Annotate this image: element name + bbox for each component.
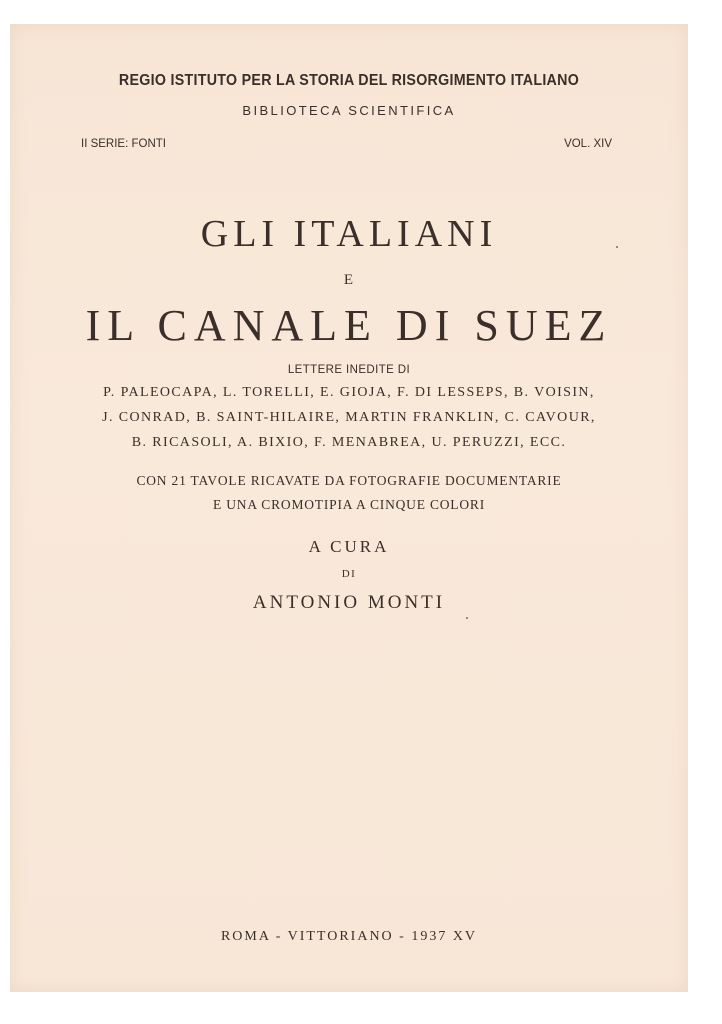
volume-label: VOL. XIV [564, 138, 612, 150]
plates-note: CON 21 TAVOLE RICAVATE DA FOTOGRAFIE DOCUMENTARIE [136, 473, 562, 488]
letters-intro: LETTERE INEDITE DI [287, 364, 411, 376]
series-label: II SERIE: FONTI [81, 138, 166, 150]
paper-speck [616, 246, 618, 248]
imprint: ROMA - VITTORIANO - 1937 XV [220, 929, 478, 944]
authors-line: B. RICASOLI, A. BIXIO, F. MENABREA, U. PERUZZI, ECC. [131, 435, 567, 450]
paper-speck [466, 617, 468, 619]
editor-label: A CURA [308, 537, 390, 556]
institute-name: REGIO ISTITUTO PER LA STORIA DEL RISORGIMENTO ITALIANO [118, 72, 580, 89]
title-page [10, 24, 688, 992]
book-title-conjunction: E [343, 272, 355, 288]
plates-note: E UNA CROMOTIPIA A CINQUE COLORI [213, 497, 485, 512]
editor-preposition: DI [341, 568, 357, 580]
book-title-line-2: IL CANALE DI SUEZ [85, 301, 613, 350]
authors-line: P. PALEOCAPA, L. TORELLI, E. GIOJA, F. DI LESSEPS, B. VOISIN, [103, 385, 595, 400]
library-name: BIBLIOTECA SCIENTIFICA [242, 103, 456, 118]
book-title-line-1: GLI ITALIANI [200, 213, 498, 255]
editor-name: ANTONIO MONTI [252, 592, 446, 613]
authors-line: J. CONRAD, B. SAINT-HILAIRE, MARTIN FRANKLIN, C. CAVOUR, [102, 410, 596, 425]
